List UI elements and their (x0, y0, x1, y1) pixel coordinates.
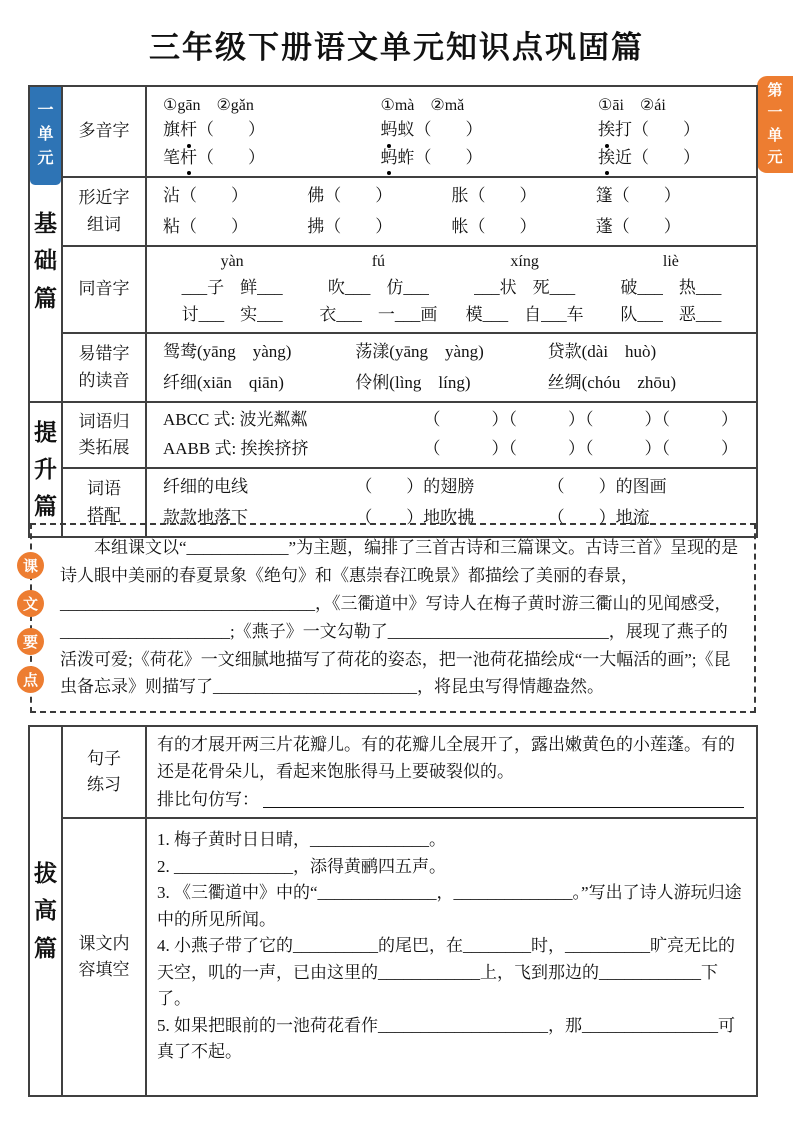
xingjinzi-line: 沾（ ） 佛（ ） 胀（ ） 篷（ ） (163, 186, 681, 206)
duoyinzi-word: 挨打（ ） (598, 116, 700, 144)
essay-box (30, 523, 756, 713)
dapei-line: 纤细的电线 （ ）的翅膀 （ ）的图画 (163, 476, 667, 496)
pinyin-options: ①gān ②gǎn (163, 97, 254, 114)
fill-item: 1. 梅子黄时日日晴，______________。 (157, 830, 446, 849)
blank-line (263, 791, 744, 808)
row-label-tongyinzi: 同音字 (62, 246, 146, 333)
pinyin-options: ①āi ②ái (598, 97, 666, 114)
duoyinzi-word: 笔杆（ ） (163, 144, 265, 172)
page-title: 三年级下册语文单元知识点巩固篇 (149, 30, 644, 65)
fill-item: 3. 《三衢道中》中的“______________，______________。”写出了诗人游玩归途中的所见所闻。 (157, 883, 742, 929)
duoyinzi-group (163, 92, 265, 171)
xingjinzi-line: 粘（ ） 拂（ ） 帐（ ） 蓬（ ） (163, 216, 681, 236)
basic-table (28, 85, 758, 538)
fill-content (146, 818, 757, 1096)
essay-badge-icon: 点 (17, 666, 44, 693)
tongyinzi-group: fú 吹___ 仿___ 衣___ 一___画 (319, 253, 438, 324)
row-label-yicuozi: 易错字的读音 (62, 333, 146, 402)
fill-item: 4. 小燕子带了它的__________的尾巴，在________时，__________旷亮无比的天空，叽的一声，已由这里的____________上，飞到那边的____________下了。 (157, 936, 735, 1009)
blank-parens: （ ）（ ）（ ）（ ） (423, 410, 738, 430)
sentence-content (146, 726, 757, 818)
duoyinzi-group (381, 92, 483, 171)
yicuozi-line: 纤细(xiān qiān) 伶俐(lìng líng) 丝绸(chóu zhōu) (163, 372, 677, 392)
tongyinzi-group: liè 破___ 热___ 队___ 恶___ (620, 253, 722, 324)
blank-parens: （ ）（ ）（ ）（ ） (423, 439, 738, 459)
row-label-duoyinzi: 多音字 (62, 86, 146, 177)
row-label-sentence: 句子练习 (62, 726, 146, 818)
duoyinzi-group (598, 92, 700, 171)
duoyinzi-word: 挨近（ ） (598, 144, 700, 172)
yicuozi-content (146, 333, 757, 402)
tongyinzi-group: xíng ___状 死___ 模___ 自___车 (465, 253, 584, 324)
xingjinzi-content (146, 177, 757, 246)
sidebar-improve-cell (29, 402, 62, 537)
essay-badge-icon: 文 (17, 590, 44, 617)
unit-number-badge (30, 87, 61, 185)
unit-number-label: 一单元 (37, 102, 54, 167)
dapei-line: 款款地落下 （ ）地吹拂 （ ）地流 (163, 507, 650, 527)
essay-text: 本组课文以“____________”为主题，编排了三首古诗和三篇课文。古诗三首》呈现的是诗人眼中美丽的春夏景象《绝句》和《惠崇春江晚景》都描绘了美丽的春景，______________________________，《三衢道中》写诗人在梅子黄时游三衢山的见闻感受，____________________;《燕子》一文勾勒了__________________________，展现了燕子的活泼可爱;《荷花》一文细腻地描写了荷花的姿态，把一池荷花描绘成“一大幅活的画”;《昆虫备忘录》则描写了________________________，将昆虫写得情趣盎然。 (60, 538, 739, 697)
sidebar-basic-cell (29, 86, 62, 402)
section-advanced-label: 拔高篇 (34, 861, 57, 961)
row-label-guilei: 词语归类拓展 (62, 402, 146, 468)
fill-item: 5. 如果把眼前的一池荷花看作____________________，那________________可真了不起。 (157, 1015, 735, 1062)
section-improve-label: 提升篇 (34, 419, 57, 520)
guilei-line: AABB 式: 挨挨挤挤 （ ）（ ）（ ）（ ） (157, 435, 746, 464)
guilei-content (146, 402, 757, 468)
unit-tab-label: 第一单元 (767, 82, 783, 166)
yicuozi-line: 鸳鸯(yāng yàng) 荡漾(yāng yàng) 贷款(dài huò) (163, 342, 657, 362)
duoyinzi-word: 蚂蚱（ ） (381, 144, 483, 172)
essay-badge-icon: 课 (17, 552, 44, 579)
duoyinzi-word: 旗杆（ ） (163, 116, 265, 144)
row-label-dapei: 词语搭配 (62, 468, 146, 537)
tongyinzi-group: yàn ___子 鲜___ 讨___ 实___ (181, 253, 283, 324)
advanced-table (28, 725, 758, 1097)
sentence-prompt: 排比句仿写： (157, 789, 259, 809)
sentence-example: 有的才展开两三片花瓣儿。有的花瓣儿全展开了，露出嫩黄色的小莲蓬。有的还是花骨朵儿，看起来饱胀得马上要破裂似的。 (157, 735, 735, 782)
guilei-line: ABCC 式: 波光粼粼 （ ）（ ）（ ）（ ） (157, 406, 746, 435)
pinyin-options: ①mà ②mǎ (380, 97, 465, 114)
section-basic-label: 基础篇 (34, 211, 57, 311)
row-label-xingjinzi: 形近字组词 (62, 177, 146, 246)
essay-badge-icon: 要 (17, 628, 44, 655)
row-label-fill: 课文内容填空 (62, 818, 146, 1096)
sidebar-advanced-cell (29, 726, 62, 1096)
duoyinzi-content (146, 86, 757, 177)
fill-item: 2. ______________，添得黄鹂四五声。 (157, 856, 446, 876)
tongyinzi-content (146, 246, 757, 333)
duoyinzi-word: 蚂蚁（ ） (381, 116, 483, 144)
sentence-prompt-line (157, 786, 746, 813)
unit-tab (757, 76, 793, 173)
